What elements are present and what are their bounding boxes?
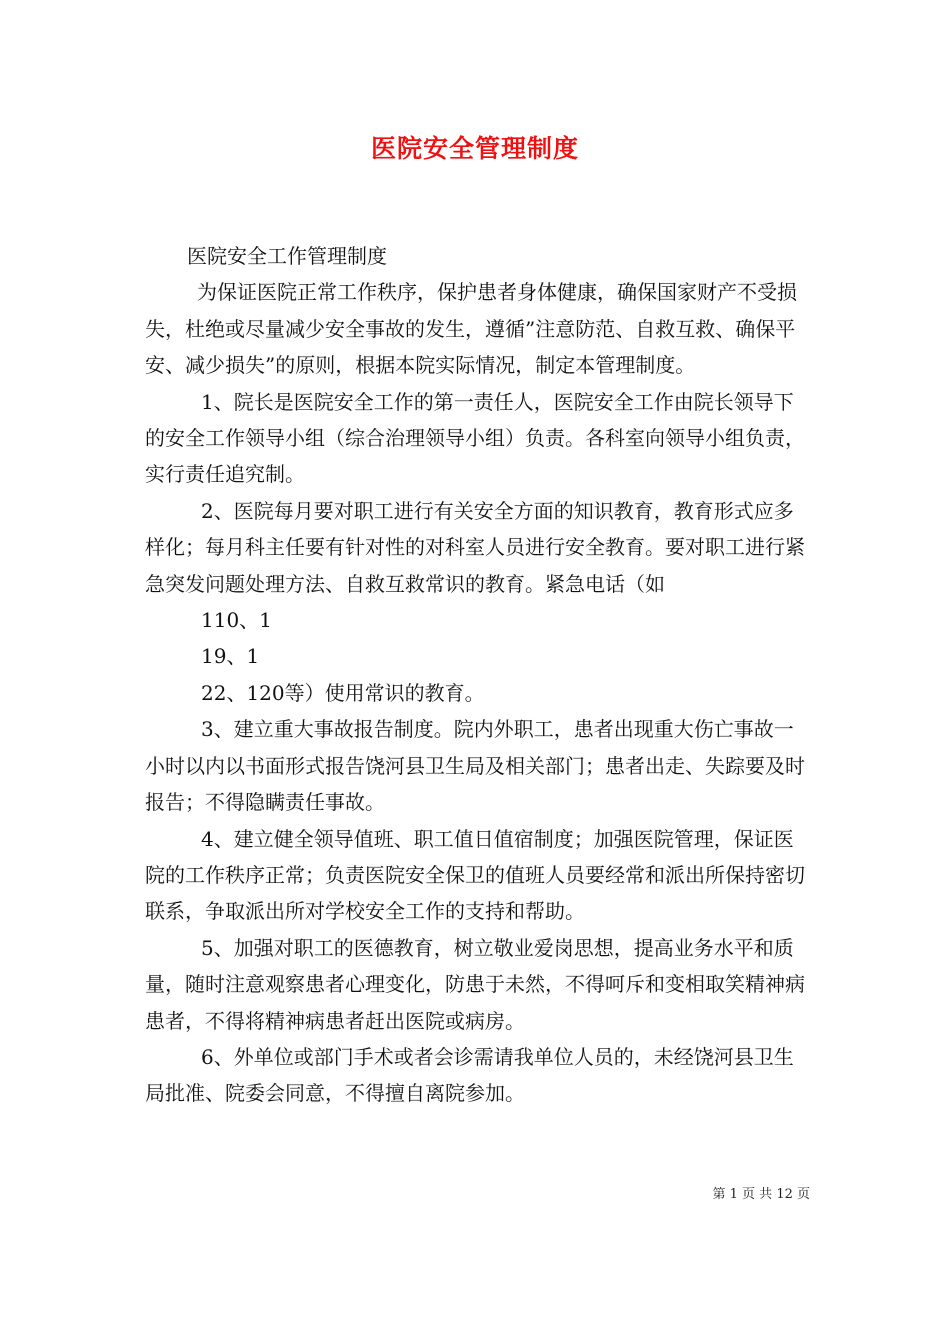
intro-paragraph: 为保证医院正常工作秩序，保护患者身体健康，确保国家财产不受损失，杜绝或尽量减少安全事故的发生，遵循”注意防范、自救互救、确保平安、减少损失”的原则，根据本院实际情况，制定本管理制度。 <box>145 280 797 378</box>
phone-line-1: 110、1 <box>201 608 272 633</box>
page-number: 第 1 页 共 12 页 <box>712 1187 810 1202</box>
clause-2: 2、医院每月要对职工进行有关安全方面的知识教育，教育形式应多样化；每月科主任要有针对性的对科室人员进行安全教育。要对职工进行紧急突发问题处理方法、自救互救常识的教育。紧急电话（如 <box>145 498 805 596</box>
phone-line-2: 19、1 <box>201 644 260 669</box>
section-heading: 医院安全工作管理制度 <box>187 244 387 268</box>
clause-3: 3、建立重大事故报告制度。院内外职工，患者出现重大伤亡事故一小时以内以书面形式报告饶河县卫生局及相关部门；患者出走、失踪要及时报告；不得隐瞒责任事故。 <box>145 717 805 815</box>
clause-1: 1、院长是医院安全工作的第一责任人，医院安全工作由院长领导下的安全工作领导小组（综合治理领导小组）负责。各科室向领导小组负责，实行责任追究制。 <box>145 389 805 487</box>
document-body <box>145 238 810 1112</box>
clause-4: 4、建立健全领导值班、职工值日值宿制度；加强医院管理，保证医院的工作秩序正常；负责医院安全保卫的值班人员要经常和派出所保持密切联系，争取派出所对学校安全工作的支持和帮助。 <box>145 826 805 924</box>
clause-6: 6、外单位或部门手术或者会诊需请我单位人员的，未经饶河县卫生局批准、院委会同意，不得擅自离院参加。 <box>145 1044 794 1106</box>
phone-line-3: 22、120等）使用常识的教育。 <box>201 680 485 705</box>
clause-5: 5、加强对职工的医德教育，树立敬业爱岗思想，提高业务水平和质量，随时注意观察患者心理变化，防患于未然，不得呵斥和变相取笑精神病患者，不得将精神病患者赶出医院或病房。 <box>145 935 805 1033</box>
page-title: 医院安全管理制度 <box>370 134 579 163</box>
